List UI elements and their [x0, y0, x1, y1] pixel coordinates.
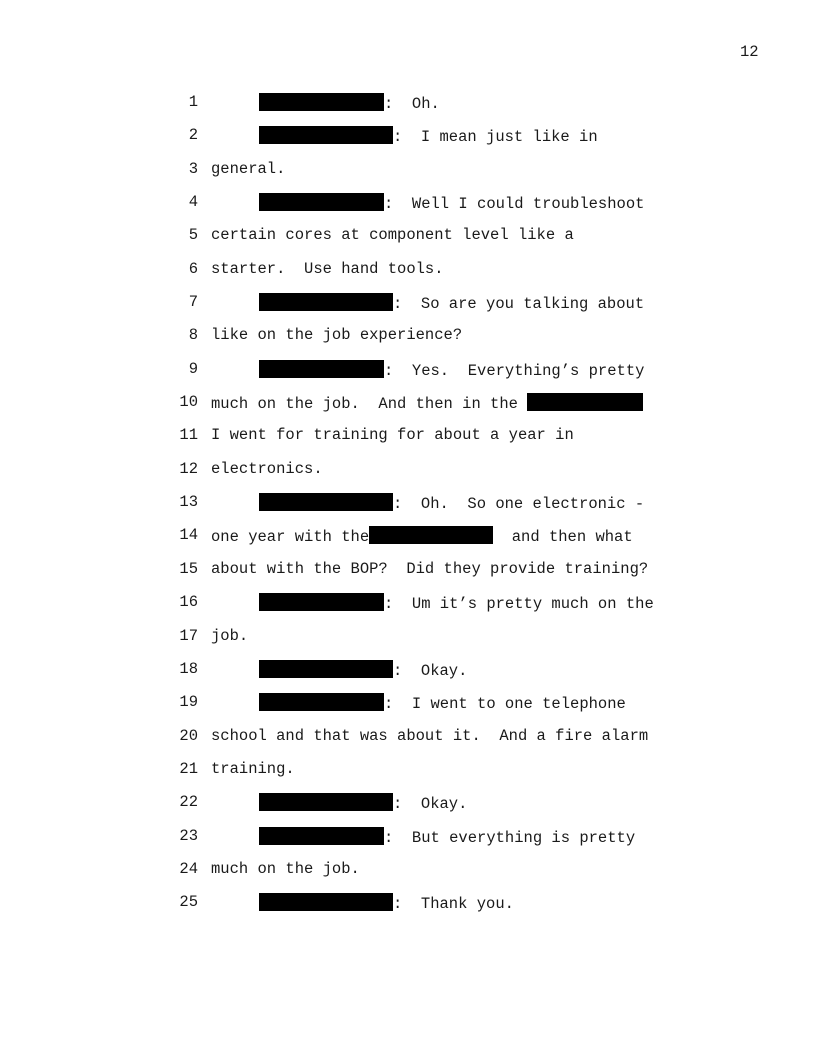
line-number: 10: [179, 393, 198, 412]
line-text: about with the BOP? Did they provide training?: [211, 559, 649, 578]
line-text: : Okay.: [393, 661, 468, 680]
line-text: one year with the: [211, 528, 370, 547]
transcript-line: [0, 860, 816, 893]
line-content: [211, 560, 648, 578]
line-text: like on the job experience?: [211, 326, 463, 345]
line-content: [211, 760, 295, 778]
transcript-line: [0, 293, 816, 326]
line-number: 14: [179, 526, 198, 545]
line-text: : Oh. So one electronic -: [393, 495, 645, 514]
speaker-redaction: [259, 360, 384, 378]
transcript-line: [0, 593, 816, 626]
speaker-redaction: [259, 593, 384, 611]
line-content: [211, 393, 643, 413]
line-text: school and that was about it. And a fire alarm: [211, 726, 649, 745]
line-number: 25: [179, 893, 198, 912]
line-content: [259, 360, 644, 380]
transcript: [0, 93, 816, 927]
line-text: : Well I could troubleshoot: [384, 195, 645, 214]
line-text-after: and then what: [493, 528, 633, 547]
speaker-redaction: [259, 126, 393, 144]
line-text: : Oh.: [384, 95, 440, 113]
transcript-line: [0, 827, 816, 860]
line-content: [259, 793, 467, 813]
speaker-redaction: [259, 93, 384, 111]
line-text: certain cores at component level like a: [211, 226, 574, 245]
line-text: starter. Use hand tools.: [211, 259, 444, 278]
line-text: much on the job.: [211, 859, 360, 878]
line-number: 13: [179, 493, 198, 512]
line-number: 22: [179, 793, 198, 812]
line-content: [211, 226, 574, 244]
line-number: 8: [188, 326, 198, 345]
line-text: job.: [211, 626, 249, 645]
line-text: training.: [211, 759, 295, 778]
line-number: 11: [179, 426, 198, 445]
speaker-redaction: [259, 827, 384, 845]
line-content: [211, 160, 285, 178]
line-text: : Yes. Everything’s pretty: [384, 361, 645, 380]
line-text: I went for training for about a year in: [211, 426, 574, 445]
line-content: [211, 727, 648, 745]
line-content: [211, 860, 360, 878]
speaker-redaction: [259, 493, 393, 511]
transcript-line: [0, 560, 816, 593]
speaker-redaction: [259, 893, 393, 911]
line-number: 6: [188, 259, 198, 278]
page-number: 12: [740, 43, 759, 61]
line-content: [211, 426, 574, 444]
inline-redaction: [527, 393, 643, 411]
transcript-line: [0, 93, 816, 126]
transcript-line: [0, 893, 816, 926]
inline-redaction: [369, 526, 493, 544]
speaker-redaction: [259, 793, 393, 811]
line-content: [211, 627, 248, 645]
transcript-line: [0, 727, 816, 760]
transcript-line: [0, 426, 816, 459]
line-content: [259, 593, 654, 613]
line-content: [211, 326, 462, 344]
speaker-redaction: [259, 293, 393, 311]
line-content: [211, 460, 323, 478]
transcript-line: [0, 160, 816, 193]
line-content: [259, 193, 644, 213]
line-number: 17: [179, 626, 198, 645]
line-content: [259, 693, 626, 713]
line-text: general.: [211, 159, 286, 178]
line-number: 19: [179, 693, 198, 712]
line-content: [259, 660, 467, 680]
line-text: : Thank you.: [393, 895, 514, 914]
line-number: 12: [179, 459, 198, 478]
transcript-line: [0, 493, 816, 526]
line-text: : I went to one telephone: [384, 695, 626, 714]
transcript-line: [0, 660, 816, 693]
transcript-line: [0, 360, 816, 393]
speaker-redaction: [259, 193, 384, 211]
line-content: [211, 260, 444, 278]
transcript-line: [0, 526, 816, 559]
line-number: 7: [188, 293, 198, 312]
line-text: : I mean just like in: [393, 128, 598, 147]
line-content: [211, 526, 633, 546]
line-content: [259, 827, 635, 847]
line-number: 23: [179, 826, 198, 845]
line-text: : But everything is pretty: [384, 828, 636, 847]
line-number: 16: [179, 593, 198, 612]
line-text: electronics.: [211, 459, 323, 478]
line-content: [259, 93, 440, 113]
transcript-line: [0, 193, 816, 226]
line-number: 3: [188, 159, 198, 178]
transcript-line: [0, 460, 816, 493]
line-number: 24: [179, 859, 198, 878]
transcript-line: [0, 760, 816, 793]
line-number: 15: [179, 559, 198, 578]
speaker-redaction: [259, 660, 393, 678]
speaker-redaction: [259, 693, 384, 711]
line-number: 9: [188, 359, 198, 378]
line-number: 21: [179, 759, 198, 778]
transcript-line: [0, 693, 816, 726]
transcript-line: [0, 627, 816, 660]
line-number: 18: [179, 659, 198, 678]
line-content: [259, 893, 514, 913]
line-number: 20: [179, 726, 198, 745]
line-text: much on the job. And then in the: [211, 395, 528, 414]
line-text: : Um it’s pretty much on the: [384, 595, 654, 614]
line-content: [259, 493, 644, 513]
line-text: : Okay.: [393, 795, 468, 814]
line-content: [259, 126, 598, 146]
transcript-line: [0, 226, 816, 259]
line-number: 4: [188, 193, 198, 212]
transcript-line: [0, 260, 816, 293]
transcript-line: [0, 126, 816, 159]
line-number: 5: [188, 226, 198, 245]
line-text: : So are you talking about: [393, 295, 645, 314]
transcript-line: [0, 326, 816, 359]
line-number: 1: [188, 93, 198, 111]
line-content: [259, 293, 644, 313]
line-number: 2: [188, 126, 198, 145]
transcript-line: [0, 793, 816, 826]
transcript-line: [0, 393, 816, 426]
